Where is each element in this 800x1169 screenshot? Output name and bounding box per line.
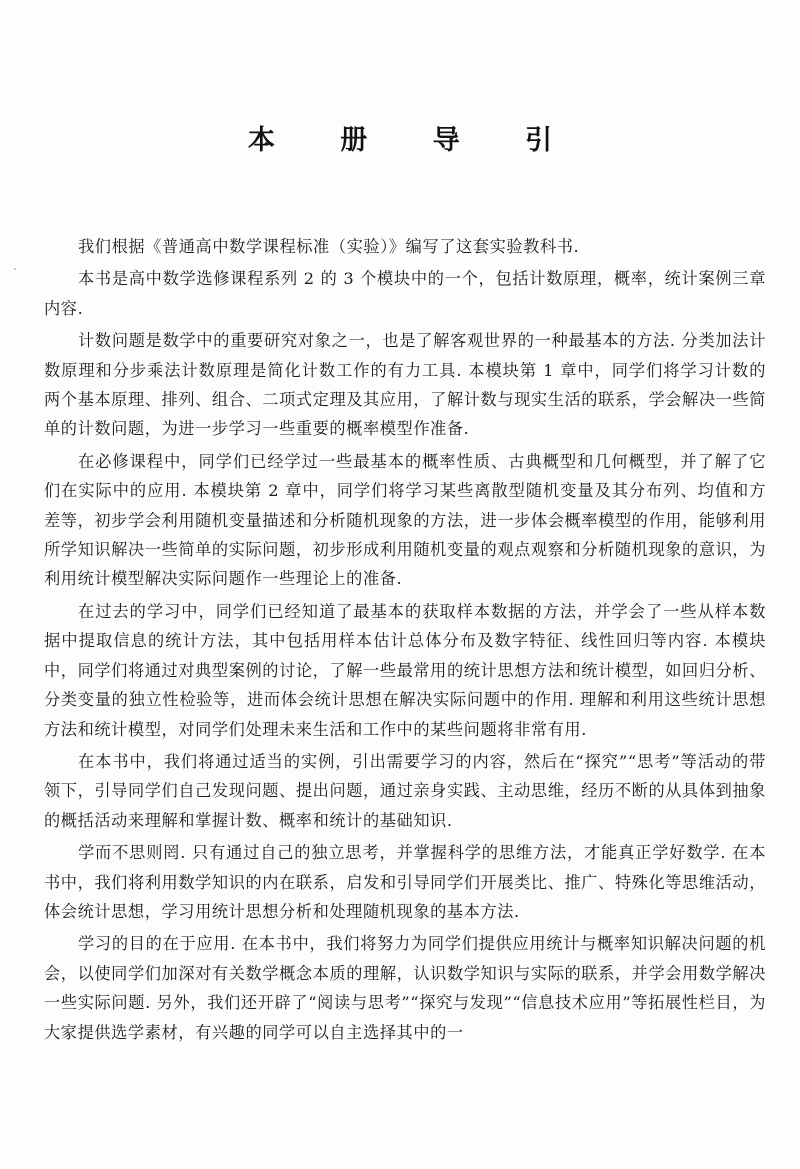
scan-speck [14,268,16,270]
paragraph-intro: 我们根据《普通高中数学课程标准（实验）》编写了这套实验教科书. [78,237,580,256]
paragraph-application: 学习的目的在于应用. 在本书中，我们将努力为同学们提供应用统计与概率知识解决问题的机会，以使同学们加深对有关数学概念本质的理解，认识数学知识与实际的联系，并学会用数学解决一些实际问题. 另外，我们还开辟了“阅读与思考”“探究与发现”“信息技术应用”等拓展性栏目，为大家提供选学素材，有兴趣的同学可以自主选择其中的一 [44,934,766,1042]
body-text [44,232,766,1050]
paragraph-scope: 本书是高中数学选修课程系列 2 的 3 个模块中的一个，包括计数原理，概率，统计案例三章内容. [44,269,766,318]
paragraph-approach: 在本书中，我们将通过适当的实例，引出需要学习的内容，然后在“探究”“思考”等活动的带领下，引导同学们自己发现问题、提出问题，通过亲身实践、主动思维，经历不断的从具体到抽象的概括活动来理解和掌握计数、概率和统计的基础知识. [44,751,766,830]
paragraph-thinking: 学而不思则罔. 只有通过自己的独立思考，并掌握科学的思维方法，才能真正学好数学. 在本书中，我们将利用数学知识的内在联系，启发和引导同学们开展类比、推广、特殊化等思维活动，体会统计思想，学习用统计思想分析和处理随机现象的基本方法. [44,843,766,921]
page-title: 本 册 导 引 [247,125,581,156]
paragraph-probability: 在必修课程中，同学们已经学过一些最基本的概率性质、古典概型和几何概型，并了解了它们在实际中的应用. 本模块第 2 章中，同学们将学习某些离散型随机变量及其分布列、均值和方差等，初步学会利用随机变量描述和分析随机现象的方法，进一步体会概率模型的作用，能够利用所学知识解决一些简单的实际问题，初步形成利用随机变量的观点观察和分析随机现象的意识，为利用统计模型解决实际问题作一些理论上的准备. [44,451,766,589]
paragraph-statistics: 在过去的学习中，同学们已经知道了最基本的获取样本数据的方法，并学会了一些从样本数据中提取信息的统计方法，其中包括用样本估计总体分布及数字特征、线性回归等内容. 本模块中，同学们将通过对典型案例的讨论，了解一些最常用的统计思想方法和统计模型，如回归分析、分类变量的独立性检验等，进而体会统计思想在解决实际问题中的作用. 理解和利用这些统计思想方法和统计模型，对同学们处理未来生活和工作中的某些问题将非常有用. [44,601,766,739]
paragraph-counting: 计数问题是数学中的重要研究对象之一，也是了解客观世界的一种最基本的方法. 分类加法计数原理和分步乘法计数原理是简化计数工作的有力工具. 本模块第 1 章中，同学们将学习计数的两个基本原理、排列、组合、二项式定理及其应用，了解计数与现实生活的联系，学会解决一些简单的计数问题，为进一步学习一些重要的概率模型作准备. [44,331,766,439]
